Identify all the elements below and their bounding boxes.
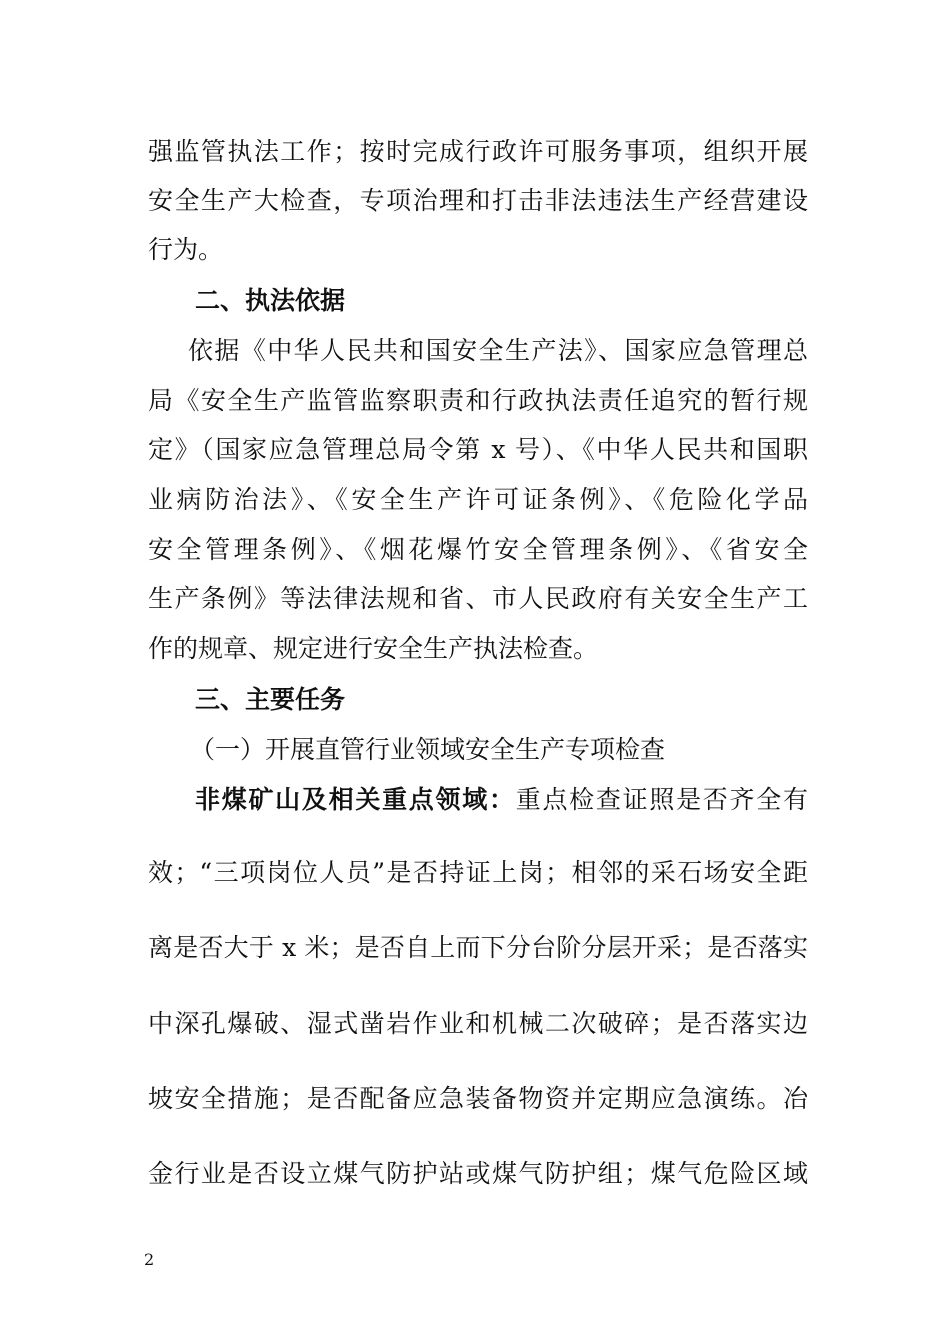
paragraph-line: 生产条例》等法律法规和省、市人民政府有关安全生产工	[148, 584, 808, 613]
paragraph-line: 效；“三项岗位人员”是否持证上岗；相邻的采石场安全距	[148, 858, 808, 887]
paragraph-line: 行为。	[148, 235, 224, 264]
subsection-heading: （一）开展直管行业领域安全生产专项检查	[190, 735, 666, 764]
paragraph-line: 坡安全措施；是否配备应急装备物资并定期应急演练。冶	[148, 1084, 808, 1113]
section-heading-legal-basis: 二、执法依据	[195, 286, 346, 315]
paragraph-line-lead	[195, 784, 808, 816]
bold-lead-text: 非煤矿山及相关重点领域：	[195, 785, 516, 814]
paragraph-line: 依据《中华人民共和国安全生产法》、国家应急管理总	[188, 336, 808, 365]
paragraph-line: 局《安全生产监管监察职责和行政执法责任追究的暂行规	[148, 386, 808, 415]
paragraph-line: 定》（国家应急管理总局令第 x 号）、《中华人民共和国职	[148, 435, 808, 464]
paragraph-line: 金行业是否设立煤气防护站或煤气防护组；煤气危险区域	[148, 1159, 808, 1188]
paragraph-line: 安全管理条例》、《烟花爆竹安全管理条例》、《省安全	[148, 535, 808, 564]
paragraph-line: 中深孔爆破、湿式凿岩作业和机械二次破碎；是否落实边	[148, 1009, 808, 1038]
paragraph-line: 离是否大于 x 米；是否自上而下分台阶分层开采；是否落实	[148, 933, 808, 962]
lead-rest-text: 重点检查证照是否齐全有	[515, 785, 808, 814]
paragraph-line: 作的规章、规定进行安全生产执法检查。	[148, 634, 599, 663]
paragraph-line: 安全生产大检查，专项治理和打击非法违法生产经营建设	[148, 186, 808, 215]
paragraph-line: 业病防治法》、《安全生产许可证条例》、《危险化学品	[148, 485, 808, 514]
page-number: 2	[144, 1250, 155, 1269]
paragraph-line: 强监管执法工作；按时完成行政许可服务事项，组织开展	[148, 137, 808, 166]
section-heading-main-tasks: 三、主要任务	[195, 685, 346, 714]
